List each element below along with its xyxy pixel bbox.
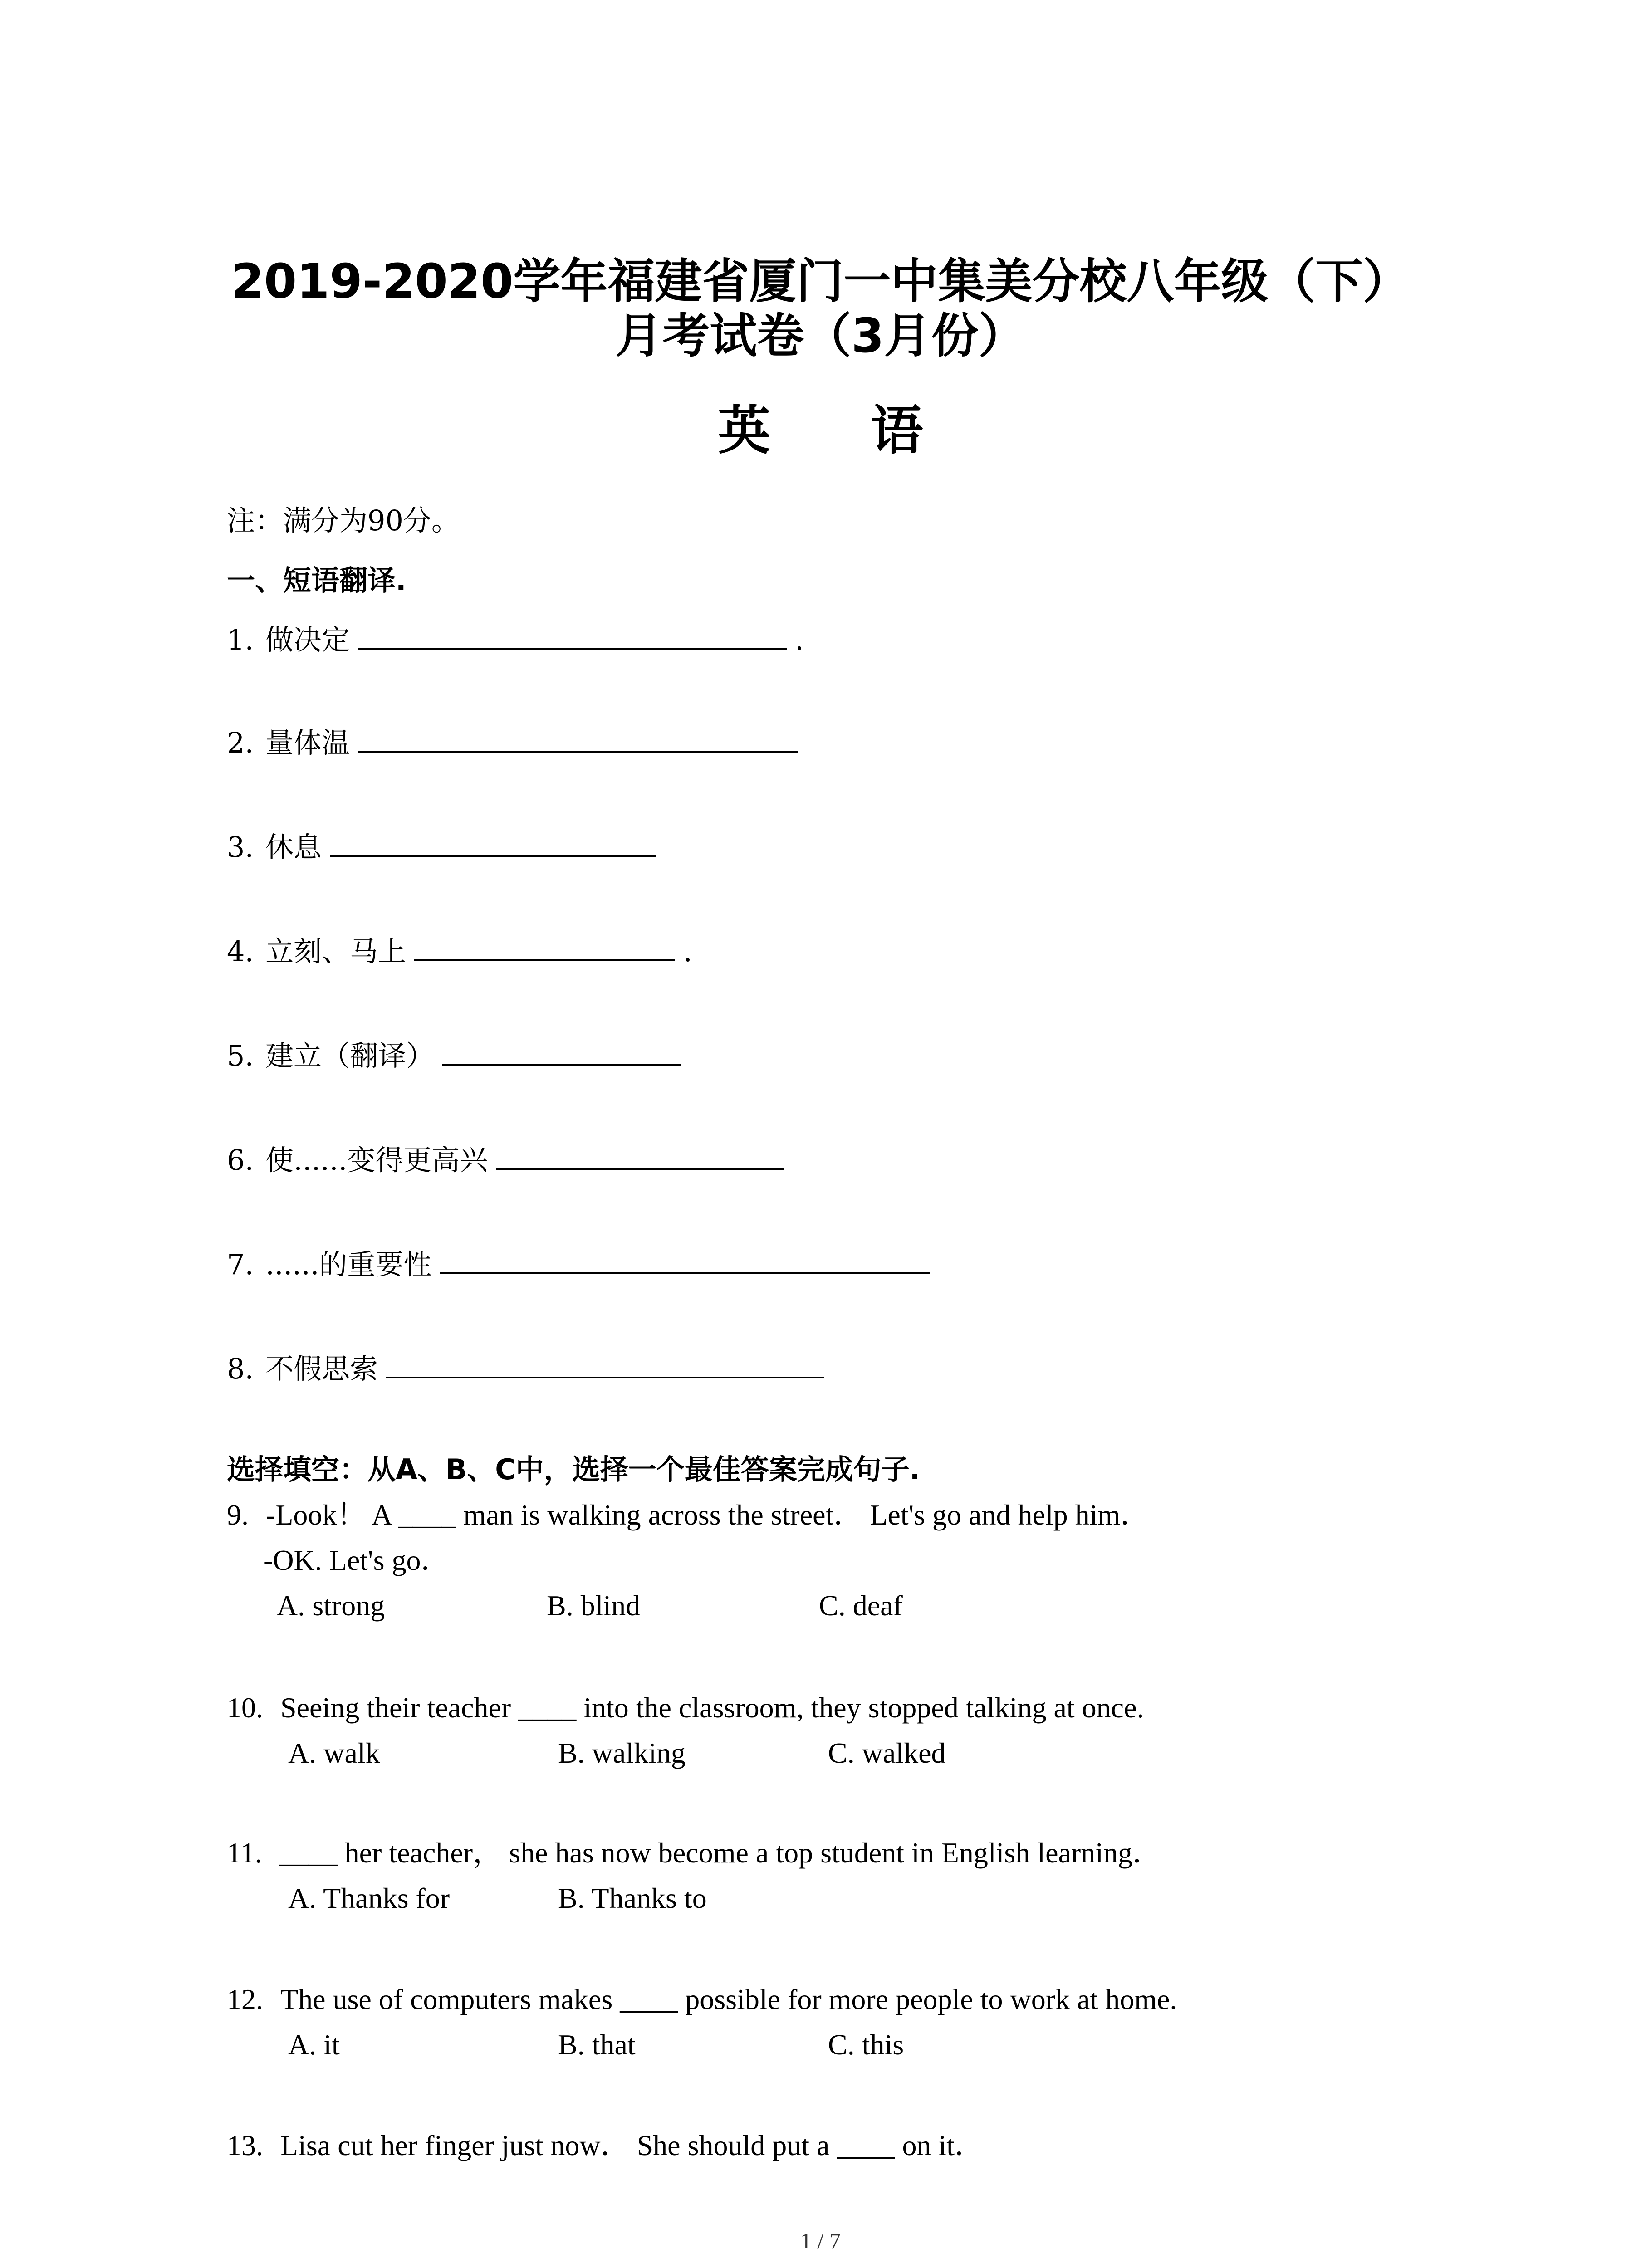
phrase-item (227, 828, 665, 865)
question-9 (227, 1497, 1149, 1533)
option-b[interactable]: B. walking (558, 1737, 686, 1769)
item-tail: . (683, 935, 692, 968)
phrase-item (227, 1245, 938, 1283)
option-c[interactable]: C. this (828, 2028, 904, 2061)
phrase-text: 做决定 (265, 623, 350, 656)
item-number: 2. (227, 726, 254, 759)
page-number: 1 / 7 (800, 2228, 841, 2253)
item-number: 3. (227, 831, 254, 864)
item-number: 8. (227, 1352, 254, 1385)
phrase-text: 休息 (265, 831, 322, 864)
question-number: 11. (227, 1837, 262, 1869)
item-number: 5. (227, 1039, 254, 1072)
phrase-text: 使......变得更高兴 (265, 1144, 488, 1177)
phrase-item (227, 621, 804, 658)
item-number: 1. (227, 623, 254, 656)
option-a[interactable]: A. walk (288, 1737, 380, 1769)
question-text: ____ her teacher， she has now become a top student in English learning． (279, 1837, 1161, 1869)
phrase-item (227, 1141, 792, 1178)
phrase-item (227, 932, 692, 970)
item-number: 7. (227, 1248, 254, 1281)
question-number: 9. (227, 1499, 249, 1531)
item-number: 6. (227, 1144, 254, 1177)
answer-blank[interactable] (358, 621, 787, 650)
phrase-text: 量体温 (265, 726, 350, 759)
score-note: 注：满分为90分。 (227, 504, 460, 537)
question-13 (227, 2127, 984, 2164)
answer-blank[interactable] (440, 1245, 930, 1274)
question-10 (227, 1690, 1144, 1726)
option-a[interactable]: A. it (288, 2028, 340, 2061)
phrase-text: 不假思索 (265, 1352, 378, 1385)
title-line-2: 月考试卷（3月份） (615, 308, 1026, 363)
option-b[interactable]: B. that (558, 2028, 636, 2061)
answer-blank[interactable] (442, 1036, 681, 1066)
option-a[interactable]: A. Thanks for (288, 1882, 450, 1914)
answer-blank[interactable] (330, 828, 656, 857)
option-b[interactable]: B. blind (547, 1589, 641, 1622)
subject-title: 英 语 (718, 400, 964, 461)
phrase-item (227, 723, 806, 761)
phrase-text: 建立（翻译） (265, 1039, 435, 1072)
question-9-line-2: -OK. Let's go． (263, 1544, 450, 1576)
question-11 (227, 1835, 1161, 1871)
phrase-text: ......的重要性 (265, 1248, 432, 1281)
phrase-text: 立刻、马上 (265, 935, 407, 968)
item-tail: . (795, 623, 804, 656)
answer-blank[interactable] (496, 1141, 784, 1170)
option-c[interactable]: C. walked (828, 1737, 946, 1769)
phrase-item (227, 1349, 832, 1387)
phrase-item (227, 1036, 689, 1074)
option-a[interactable]: A. strong (277, 1589, 385, 1622)
question-number: 13. (227, 2129, 263, 2161)
answer-blank[interactable] (358, 723, 798, 753)
answer-blank[interactable] (386, 1349, 824, 1378)
option-c[interactable]: C. deaf (819, 1589, 903, 1622)
title-line-1: 2019-2020学年福建省厦门一中集美分校八年级（下） (231, 254, 1410, 309)
question-text: The use of computers makes ____ possible for more people to work at home. (280, 1983, 1177, 2015)
question-text: Seeing their teacher ____ into the classroom, they stopped talking at once. (280, 1691, 1144, 1724)
item-number: 4. (227, 935, 254, 968)
question-number: 12. (227, 1983, 263, 2015)
option-b[interactable]: B. Thanks to (558, 1882, 707, 1914)
section-1-heading: 一、短语翻译. (227, 564, 407, 597)
question-number: 10. (227, 1691, 263, 1724)
answer-blank[interactable] (414, 932, 675, 961)
section-2-heading: 选择填空：从A、B、C中，选择一个最佳答案完成句子. (227, 1453, 921, 1486)
question-text: Lisa cut her finger just now． She should put a ____ on it． (280, 2129, 984, 2161)
question-text: -Look！ A ____ man is walking across the street． Let's go and help him． (266, 1499, 1150, 1531)
question-12 (227, 1981, 1177, 2018)
